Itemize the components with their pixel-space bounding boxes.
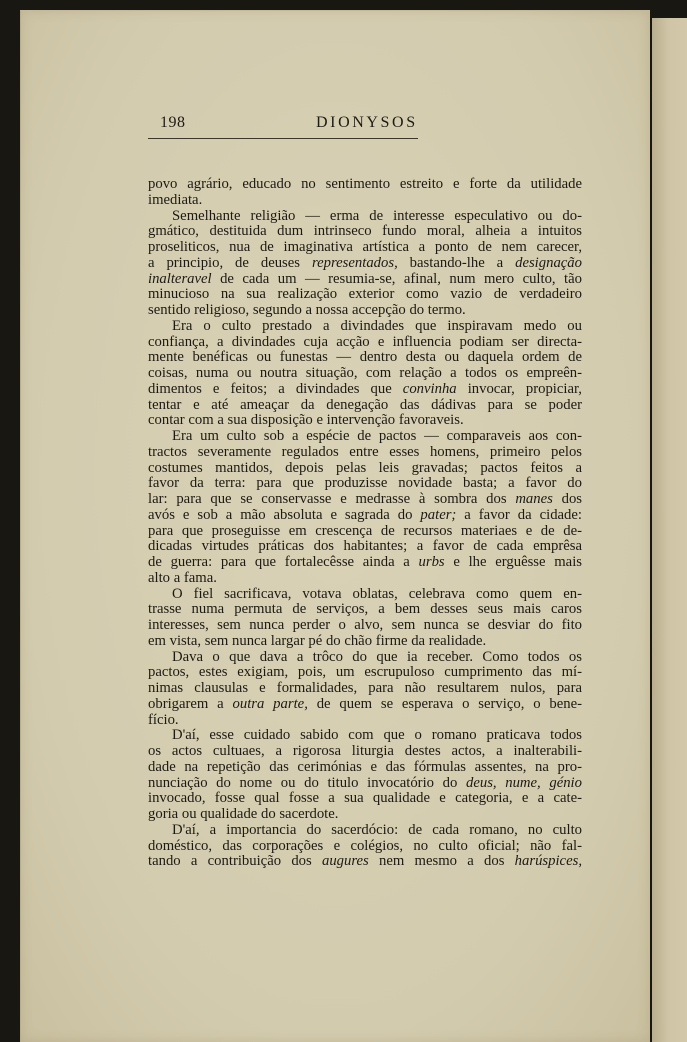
running-title: DIONYSOS	[316, 114, 418, 131]
text-line: para que proseguisse em crescença de recursos materiaes e de de-	[148, 522, 582, 539]
text-line: nunciação do nome ou do titulo invocatório do deus, nume, génio	[148, 774, 582, 791]
text-line: contar com a sua disposição e intervenção favoraveis.	[148, 412, 464, 429]
text-line: gmático, destituida dum intrinseco fundo moral, alheia a intuitos	[148, 223, 582, 240]
text-line: fício.	[148, 711, 179, 728]
text-line: trasse numa permuta de serviços, a bem desses seus mais caros	[148, 601, 582, 618]
text-line: proseliticos, nua de imaginativa artística a ponto de nem carecer,	[148, 239, 582, 255]
page-number: 198	[160, 114, 186, 131]
text-line: alto a fama.	[148, 569, 217, 586]
text-line: Era o culto prestado a divindades que inspiravam medo ou	[172, 317, 582, 334]
text-line: O fiel sacrificava, votava oblatas, celebrava como quem en-	[172, 585, 582, 602]
text-line: coisas, numa ou noutra situação, com relação a todos os empreên-	[148, 365, 582, 381]
text-line: nimas clausulas e formalidades, para não resultarem nulos, para	[148, 680, 582, 696]
text-line: D'aí, esse cuidado sabido com que o romano praticava todos	[172, 727, 582, 744]
text-line: os actos cultuaes, a rigorosa liturgia destes actos, a inalterabili-	[148, 743, 582, 759]
body-text	[148, 177, 582, 870]
text-line: mente benéficas ou funestas — dentro desta ou daquela ordem de	[148, 349, 582, 366]
text-line: a principio, de deuses representados, bastando-lhe a designação	[148, 254, 582, 271]
text-line: minucioso na sua realização exterior como vazio de verdadeiro	[148, 286, 582, 303]
text-line: tractos severamente regulados entre esses homens, primeiro pelos	[148, 443, 582, 460]
text-line: Dava o que dava a trôco do que ia receber. Como todos os	[172, 648, 582, 665]
adjacent-page-edge	[652, 18, 687, 1042]
text-line: sentido religioso, segundo a nossa accepção do termo.	[148, 302, 466, 318]
text-line: Semelhante religião — erma de interesse especulativo ou do-	[172, 207, 582, 224]
text-line: de guerra: para que fortalecêsse ainda a urbs e lhe erguêsse mais	[148, 554, 582, 570]
text-line: pactos, estes exigiam, pois, um escrupuloso cumprimento das mí-	[148, 664, 582, 681]
text-line: D'aí, a importancia do sacerdócio: de cada romano, no culto	[172, 821, 582, 838]
text-line: favor da terra: para que produzisse novidade basta; a favor do	[148, 475, 582, 492]
text-line: avós e sob a mão absoluta e sagrada do pater; a favor da cidade:	[148, 506, 582, 523]
text-line: povo agrário, educado no sentimento estreito e forte da utilidade	[148, 176, 582, 192]
text-line: costumes mantidos, depois pelas leis gravadas; pactos feitos a	[148, 459, 582, 476]
text-line: inalteravel de cada um — resumia-se, afinal, num mero culto, tão	[148, 270, 582, 287]
text-line: dicadas virtudes práticas dos habitantes; a favor de cada emprêsa	[148, 538, 582, 555]
text-line: interesses, sem nunca perder o alvo, sem nunca se desviar do fito	[148, 617, 582, 633]
text-line: em vista, sem nunca largar pé do chão firme da realidade.	[148, 632, 487, 649]
running-header	[148, 114, 582, 140]
text-line: obrigarem a outra parte, de quem se esperava o serviço, o bene-	[148, 695, 582, 712]
text-line: confiança, a divindades cuja acção e influencia podiam ser directa-	[148, 333, 582, 350]
text-line: tando a contribuição dos augures nem mesmo a dos harúspices,	[148, 853, 582, 870]
text-line: imediata.	[148, 191, 203, 208]
text-line: doméstico, das corporações e colégios, no culto oficial; não fal-	[148, 837, 582, 854]
text-line: dade na repetição das cerimónias e das fórmulas assentes, na pro-	[148, 758, 582, 775]
text-line: goria ou qualidade do sacerdote.	[148, 806, 339, 822]
text-line: invocado, fosse qual fosse a sua qualidade e categoria, e a cate-	[148, 790, 582, 807]
text-line: tentar e até ameaçar da denegação das dádivas para se poder	[148, 396, 582, 413]
text-line: Era um culto sob a espécie de pactos — comparaveis aos con-	[172, 428, 582, 444]
text-line: dimentos e feitos; a divindades que convinha invocar, propiciar,	[148, 380, 582, 397]
text-line: lar: para que se conservasse e medrasse à sombra dos manes dos	[148, 491, 583, 507]
header-rule	[148, 138, 418, 139]
